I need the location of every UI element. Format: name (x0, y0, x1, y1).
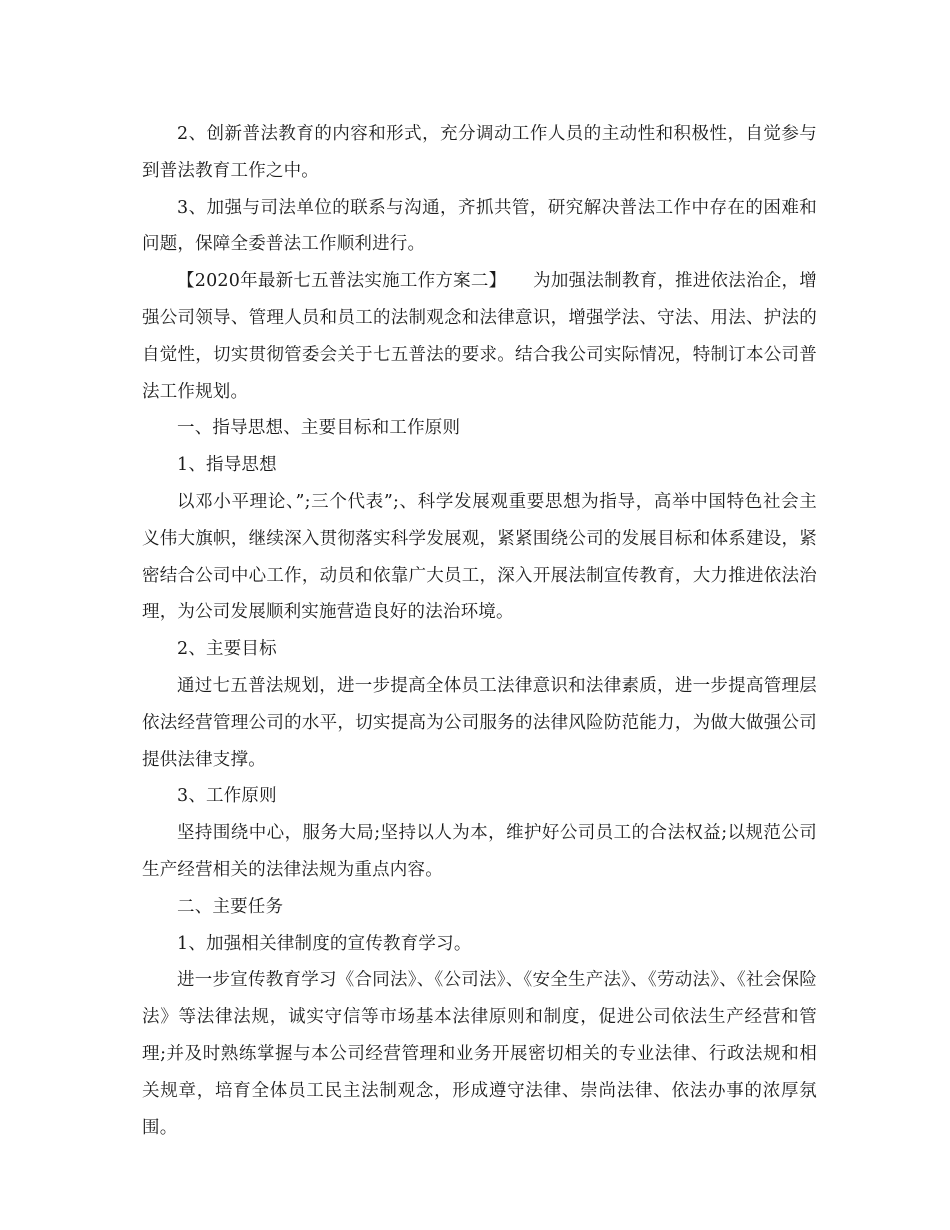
subheading-legal-education: 1、加强相关律制度的宣传教育学习。 (177, 933, 472, 954)
paragraph-guiding-ideology: 以邓小平理论、”;三个代表”;、科学发展观重要思想为指导，高举中国特色社会主义伟大旗帜，继续深入贯彻落实科学发展观，紧紧围绕公司的发展目标和体系建设，紧密结合公司中心工作，动员和依靠广大员工，深入开展法制宣传教育，大力推进依法治理，为公司发展顺利实施营造良好的法治环境。 (142, 491, 817, 623)
subheading-guiding-ideology: 1、指导思想 (177, 455, 277, 476)
paragraph-legal-education: 进一步宣传教育学习《合同法》、《公司法》、《安全生产法》、《劳动法》、《社会保险法》等法律法规，诚实守信等市场基本法律原则和制度，促进公司依法生产经营和管理;并及时熟练掌握与本公司经营管理和业务开展密切相关的专业法律、行政法规和相关规章，培育全体员工民主法制观念，形成遵守法律、崇尚法律、依法办事的浓厚氛围。 (142, 970, 817, 1138)
section-heading-1: 一、指导思想、主要目标和工作原则 (177, 418, 461, 439)
paragraph-2: 3、加强与司法单位的联系与沟通，齐抓共管，研究解决普法工作中存在的困难和问题，保障全委普法工作顺利进行。 (142, 197, 817, 255)
paragraph-main-goals: 通过七五普法规划，进一步提高全体员工法律意识和法律素质，进一步提高管理层依法经营管理公司的水平，切实提高为公司服务的法律风险防范能力，为做大做强公司提供法律支撑。 (142, 675, 817, 770)
paragraph-3: 【2020年最新七五普法实施工作方案二】 为加强法制教育，推进依法治企，增强公司领导、管理人员和员工的法制观念和法律意识，增强学法、守法、用法、护法的自觉性，切实贯彻管委会关于七五普法的要求。结合我公司实际情况，特制订本公司普法工作规划。 (142, 271, 817, 402)
document-body (142, 116, 817, 1146)
paragraph-1: 2、创新普法教育的内容和形式，充分调动工作人员的主动性和积极性，自觉参与到普法教育工作之中。 (142, 124, 817, 181)
subheading-work-principles: 3、工作原则 (177, 786, 277, 807)
subheading-main-goals: 2、主要目标 (177, 639, 277, 660)
section-heading-2: 二、主要任务 (177, 896, 284, 917)
paragraph-work-principles: 坚持围绕中心，服务大局;坚持以人为本，维护好公司员工的合法权益;以规范公司生产经营相关的法律法规为重点内容。 (142, 823, 817, 880)
